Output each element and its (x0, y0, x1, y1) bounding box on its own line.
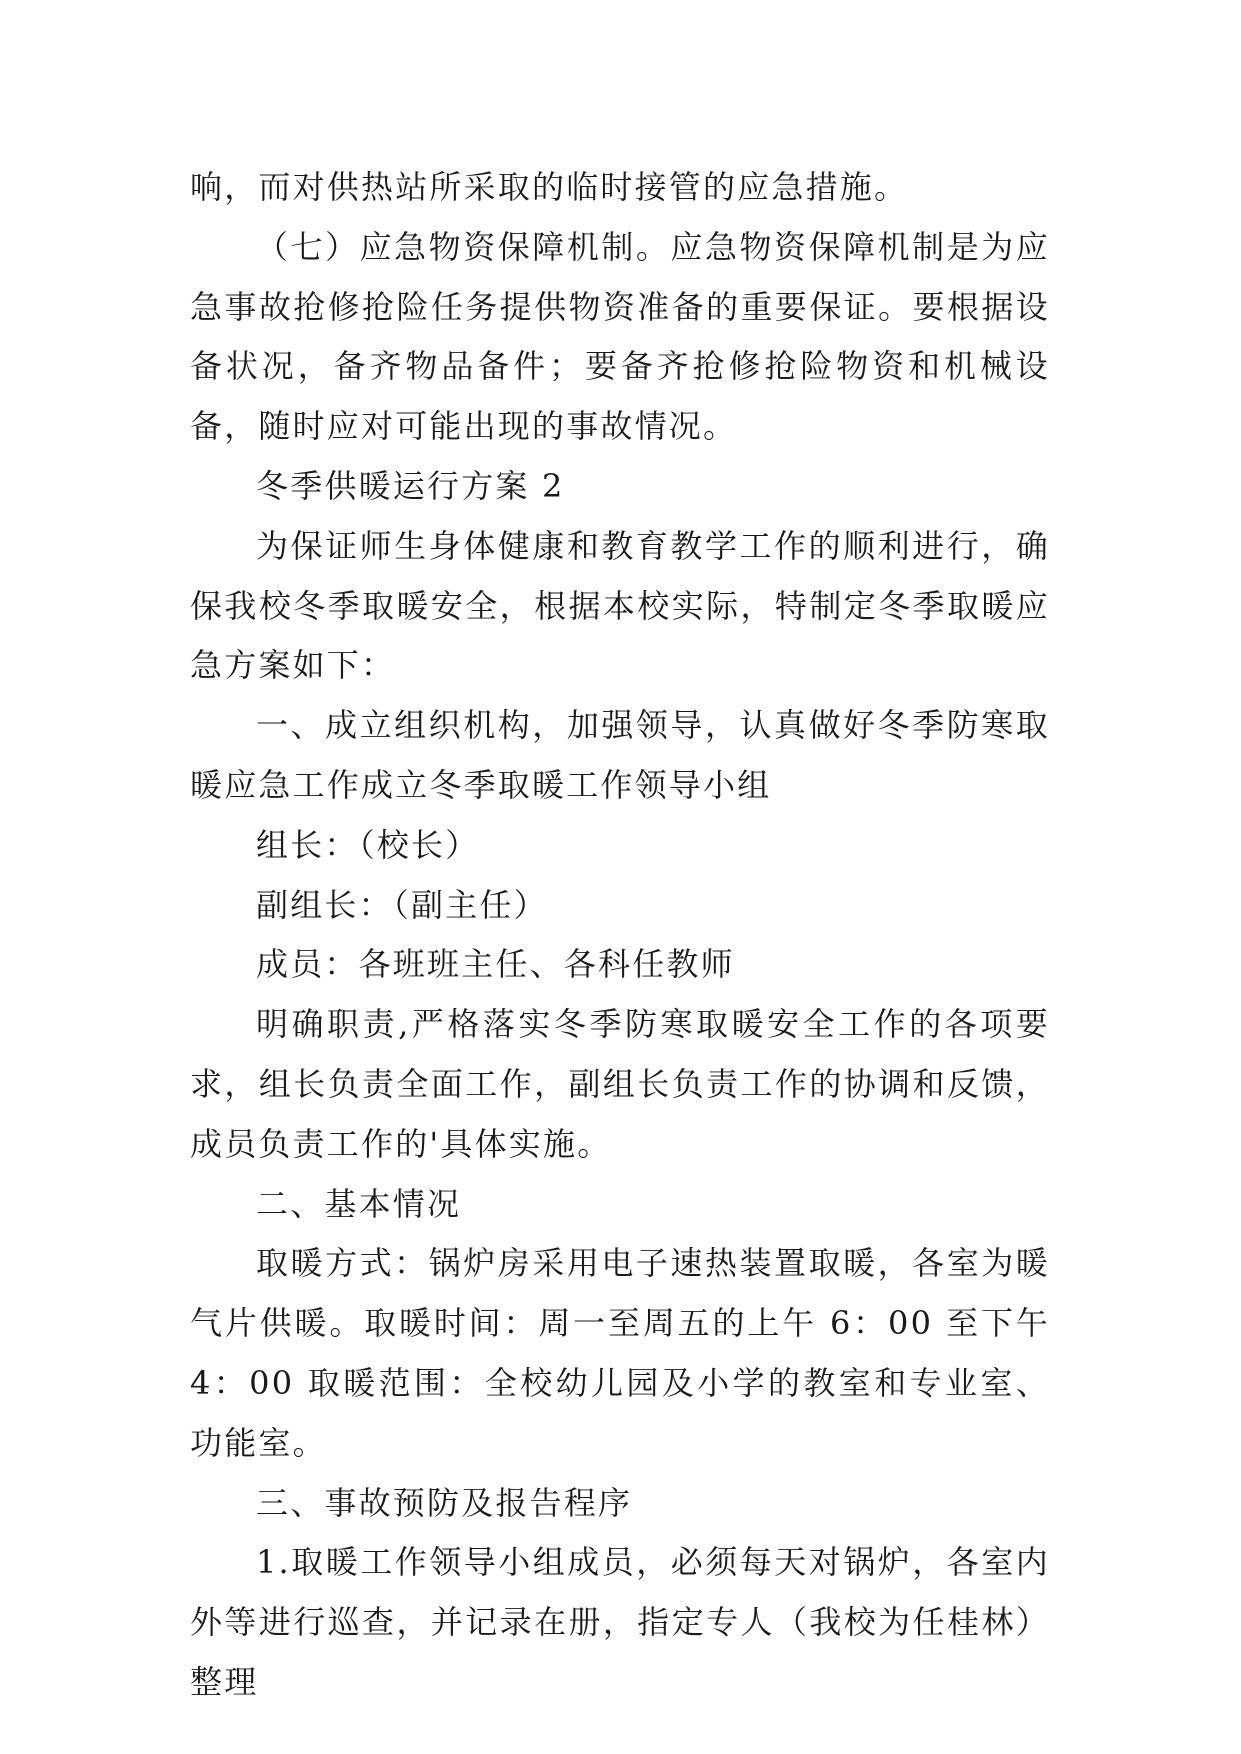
document-body (190, 158, 1050, 1713)
team-members: 成员：各班班主任、各科任教师 (256, 945, 735, 984)
paragraph-supply-mechanism: （七）应急物资保障机制。应急物资保障机制是为应急事故抢修抢险任务提供物资准备的重要保证。要根据设备状况，备齐物品备件；要备齐抢修抢险物资和机械设备，随时应对可能出现的事故情况。 (190, 227, 1050, 446)
paragraph-inspection: 1.取暖工作领导小组成员，必须每天对锅炉，各室内外等进行巡查，并记录在册，指定专人（我校为任桂林）整理 (190, 1543, 1050, 1701)
team-leader: 组长：（校长） (256, 825, 480, 864)
heading-accident-prevention: 三、事故预防及报告程序 (256, 1483, 633, 1522)
paragraph-intro: 为保证师生身体健康和教育教学工作的顺利进行，确保我校冬季取暖安全，根据本校实际，特制定冬季取暖应急方案如下： (190, 526, 1050, 685)
team-deputy-leader: 副组长：（副主任） (256, 885, 548, 924)
heading-organization: 一、成立组织机构，加强领导，认真做好冬季防寒取暖应急工作成立冬季取暖工作领导小组 (190, 706, 1050, 804)
paragraph-responsibilities: 明确职责,严格落实冬季防寒取暖安全工作的各项要求，组长负责全面工作，副组长负责工作的协调和反馈，成员负责工作的'具体实施。 (190, 1005, 1050, 1163)
paragraph-heating-details: 取暖方式：锅炉房采用电子速热装置取暖，各室为暖气片供暖。取暖时间：周一至周五的上午 6：00 至下午 4：00 取暖范围：全校幼儿园及小学的教室和专业室、功能室。 (190, 1244, 1050, 1462)
section-title-plan-2: 冬季供暖运行方案 2 (256, 466, 565, 505)
heading-basic-situation: 二、基本情况 (256, 1184, 462, 1223)
paragraph-emergency-measures-end: 响，而对供热站所采取的临时接管的应急措施。 (190, 168, 909, 206)
